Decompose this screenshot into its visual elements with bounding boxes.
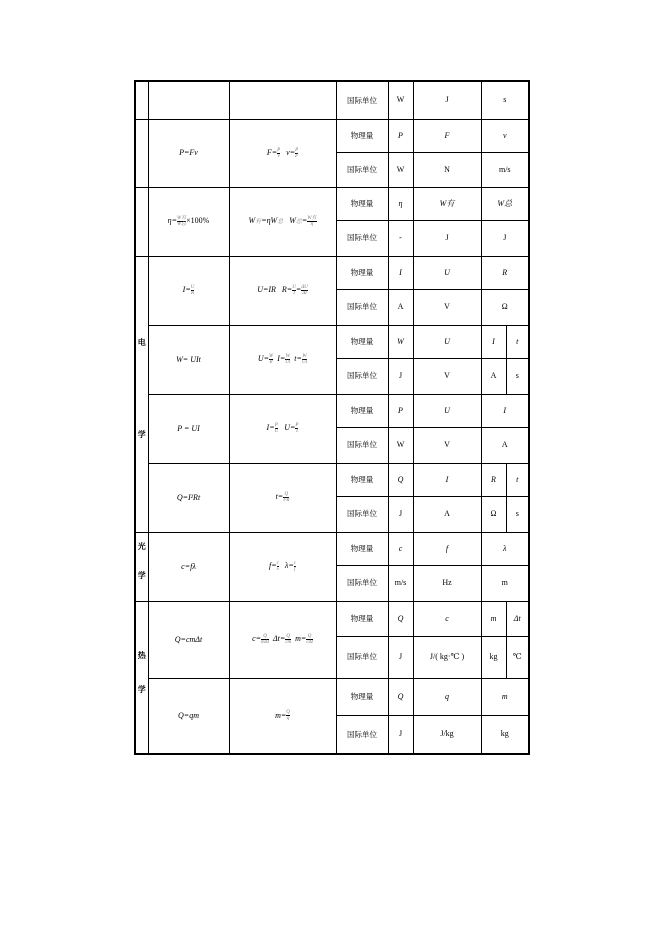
unit-cell: A <box>388 289 413 325</box>
formula-derived <box>229 256 336 325</box>
fraction-num: P <box>274 423 278 428</box>
fraction-den: η <box>307 221 316 227</box>
fraction <box>275 423 279 434</box>
derived-text: =ηW <box>261 216 278 226</box>
unit-cell: J <box>388 715 413 754</box>
quantity-cell: I <box>413 463 481 496</box>
formula-main: Q=cmΔt <box>148 601 229 678</box>
unit-cell: J/kg <box>413 715 481 754</box>
quantity-cell: v <box>481 119 529 152</box>
quantity-cell: U <box>413 394 481 427</box>
quantity-cell: W <box>388 325 413 358</box>
fraction-num: Q <box>263 634 267 639</box>
fraction <box>269 354 273 365</box>
unit-cell: Ω <box>481 496 506 532</box>
formula-main: P = UI <box>148 394 229 463</box>
derived-text: = <box>301 216 308 226</box>
quantity-cell: I <box>481 394 529 427</box>
fraction-num: W <box>269 354 274 359</box>
unit-cell: J <box>413 220 481 256</box>
fraction-num: c <box>276 561 279 566</box>
fraction <box>261 634 269 645</box>
derived-text: m= <box>295 634 307 644</box>
unit-cell: kg <box>481 636 506 678</box>
quantity-cell: W总 <box>481 187 529 220</box>
unit-cell: N <box>413 152 481 187</box>
quantity-label: 物理量 <box>336 325 388 358</box>
unit-label: 国际单位 <box>336 715 388 754</box>
derived-text: F= <box>266 147 278 157</box>
fraction-den: It <box>269 360 273 365</box>
section-cell <box>135 119 148 187</box>
unit-cell: ℃ <box>506 636 529 678</box>
fraction-num: U <box>292 285 296 290</box>
unit-cell: m/s <box>388 565 413 601</box>
derived-text: U= <box>257 354 270 364</box>
formula-text: ×100% <box>186 216 210 226</box>
fraction <box>285 354 290 365</box>
unit-cell: A <box>481 427 529 463</box>
fraction <box>285 634 291 645</box>
quantity-cell: t <box>506 325 529 358</box>
formula-derived <box>229 394 336 463</box>
quantity-label: 物理量 <box>336 394 388 427</box>
fraction-num: W有 <box>307 216 317 221</box>
formula-text: I= <box>182 285 191 295</box>
formula-derived <box>229 678 336 754</box>
quantity-cell: I <box>481 325 506 358</box>
fraction-den: mΔt <box>261 640 269 645</box>
fraction-num: c <box>293 561 296 566</box>
fraction-num: P <box>295 423 299 428</box>
quantity-cell: W有 <box>413 187 481 220</box>
subscript: 总 <box>295 219 302 226</box>
quantity-label: 物理量 <box>336 678 388 715</box>
formula-main: Q=qm <box>148 678 229 754</box>
fraction-num: W <box>302 354 307 359</box>
derived-text: R= <box>281 285 293 295</box>
section-optics <box>135 532 148 601</box>
fraction <box>177 216 186 227</box>
unit-label: 国际单位 <box>336 220 388 256</box>
quantity-cell: P <box>388 119 413 152</box>
fraction <box>286 710 290 721</box>
quantity-cell: I <box>388 256 413 289</box>
fraction-num: Q <box>286 710 290 716</box>
quantity-cell: P <box>388 394 413 427</box>
fraction <box>295 148 298 159</box>
fraction-num: ΔU <box>301 285 308 290</box>
fraction-den: R <box>191 291 195 296</box>
fraction-den: I <box>293 291 295 296</box>
unit-label: 国际单位 <box>336 289 388 325</box>
derived-text: t= <box>275 492 284 502</box>
section-label: 学 <box>137 429 146 439</box>
quantity-cell: η <box>388 187 413 220</box>
fraction <box>191 285 195 296</box>
derived-text: W <box>289 216 296 226</box>
derived-text: I= <box>277 354 286 364</box>
derived-text: Δt= <box>272 634 286 644</box>
unit-cell: J <box>388 496 413 532</box>
formula-text: η= <box>167 216 177 226</box>
quantity-cell: R <box>481 256 529 289</box>
unit-cell: J <box>413 81 481 119</box>
fraction <box>302 354 307 365</box>
physics-formula-table <box>134 80 530 755</box>
quantity-cell: Q <box>388 463 413 496</box>
fraction-den: f <box>294 567 296 572</box>
subscript: 总 <box>277 219 284 226</box>
unit-label: 国际单位 <box>336 565 388 601</box>
fraction-den: W总 <box>177 222 187 227</box>
quantity-cell: Q <box>388 601 413 636</box>
quantity-cell: R <box>481 463 506 496</box>
fraction-den: cm <box>285 640 292 645</box>
unit-cell: W <box>388 81 413 119</box>
fraction-num: W <box>285 354 290 359</box>
unit-cell: kg <box>481 715 529 754</box>
fraction-den: I²R <box>283 498 290 503</box>
unit-cell: W <box>388 427 413 463</box>
fraction <box>301 285 308 296</box>
derived-text: U=IR <box>257 285 276 295</box>
section-label: 热 <box>137 650 146 660</box>
unit-cell: J <box>388 358 413 394</box>
fraction <box>295 423 298 434</box>
quantity-label: 物理量 <box>336 532 388 565</box>
fraction-num: U <box>190 285 195 290</box>
unit-label: 国际单位 <box>336 358 388 394</box>
fraction <box>306 634 313 645</box>
quantity-cell: U <box>413 256 481 289</box>
formula-main <box>148 187 229 256</box>
unit-cell: J <box>481 220 529 256</box>
unit-cell: Hz <box>413 565 481 601</box>
unit-cell: V <box>413 289 481 325</box>
fraction-den: ΔI <box>302 291 307 296</box>
quantity-cell: λ <box>481 532 529 565</box>
section-cell <box>135 187 148 256</box>
unit-cell: - <box>388 220 413 256</box>
formula-derived <box>229 187 336 256</box>
fraction-num: P <box>295 147 299 153</box>
quantity-label: 物理量 <box>336 187 388 220</box>
unit-cell: V <box>413 358 481 394</box>
formula-derived <box>229 532 336 601</box>
quantity-cell: Δt <box>506 601 529 636</box>
formula-derived <box>229 463 336 532</box>
fraction-num: Q <box>307 634 312 639</box>
section-cell-top <box>135 81 148 119</box>
fraction <box>283 492 289 503</box>
fraction-den: UI <box>301 360 308 365</box>
section-label: 电 <box>137 337 146 347</box>
formula-cell <box>148 81 229 119</box>
fraction-den: U <box>274 429 279 434</box>
quantity-cell: Q <box>388 678 413 715</box>
derived-text: I= <box>266 423 275 433</box>
fraction <box>294 561 296 572</box>
fraction-den: F <box>295 153 299 159</box>
unit-label: 国际单位 <box>336 152 388 187</box>
fraction <box>277 561 279 572</box>
unit-cell: J/( kg·℃ ) <box>413 636 481 678</box>
unit-cell: Ω <box>481 289 529 325</box>
formula-main: Q=I²Rt <box>148 463 229 532</box>
quantity-cell: c <box>388 532 413 565</box>
derived-text: U= <box>284 423 296 433</box>
unit-cell: s <box>506 358 529 394</box>
quantity-label: 物理量 <box>336 256 388 289</box>
unit-cell: m/s <box>481 152 529 187</box>
subscript: 有 <box>255 219 262 226</box>
formula-derived <box>229 325 336 394</box>
quantity-label: 物理量 <box>336 601 388 636</box>
formula-derived <box>229 119 336 187</box>
fraction-den: cΔt <box>306 640 313 645</box>
unit-cell: W <box>388 152 413 187</box>
quantity-cell: U <box>413 325 481 358</box>
derived-cell <box>229 81 336 119</box>
fraction-den: v <box>277 153 280 159</box>
derived-text: v= <box>286 147 296 157</box>
quantity-cell: m <box>481 678 529 715</box>
unit-label: 国际单位 <box>336 427 388 463</box>
section-label: 光 <box>137 541 146 551</box>
formula-derived <box>229 601 336 678</box>
quantity-label: 物理量 <box>336 119 388 152</box>
formula-main: P=Fv <box>148 119 229 187</box>
derived-text: = <box>295 285 302 295</box>
quantity-cell: m <box>481 601 506 636</box>
fraction-num: P <box>277 147 281 153</box>
section-electric <box>135 256 148 532</box>
unit-cell: m <box>481 565 529 601</box>
quantity-cell: t <box>506 463 529 496</box>
fraction-num: Q <box>286 634 291 639</box>
derived-text: c= <box>252 634 262 644</box>
fraction <box>307 216 316 227</box>
quantity-label: 物理量 <box>336 463 388 496</box>
formula-main: c=fλ <box>148 532 229 601</box>
formula-main: W= UIt <box>148 325 229 394</box>
unit-cell: A <box>481 358 506 394</box>
unit-cell: A <box>413 496 481 532</box>
fraction-num: W有 <box>177 216 187 221</box>
unit-cell: V <box>413 427 481 463</box>
unit-cell: s <box>506 496 529 532</box>
section-heat <box>135 601 148 754</box>
quantity-cell: F <box>413 119 481 152</box>
fraction-den: Ut <box>285 360 291 365</box>
fraction-den: λ <box>276 567 279 572</box>
fraction-num: Q <box>284 492 289 497</box>
fraction <box>277 148 280 159</box>
unit-cell: s <box>481 81 529 119</box>
fraction-den: I <box>296 429 298 434</box>
formula-main <box>148 256 229 325</box>
fraction-den: q <box>286 716 290 722</box>
section-label: 学 <box>137 684 146 694</box>
quantity-cell: c <box>413 601 481 636</box>
quantity-cell: q <box>413 678 481 715</box>
derived-text: t= <box>294 354 302 364</box>
unit-label: 国际单位 <box>336 496 388 532</box>
derived-text: m= <box>275 710 287 720</box>
derived-text: f= <box>269 561 277 571</box>
unit-cell: J <box>388 636 413 678</box>
section-label: 学 <box>137 570 146 580</box>
derived-text: λ= <box>284 561 294 571</box>
derived-text: W <box>248 216 256 226</box>
unit-label: 国际单位 <box>336 636 388 678</box>
unit-label: 国际单位 <box>336 81 388 119</box>
quantity-cell: f <box>413 532 481 565</box>
